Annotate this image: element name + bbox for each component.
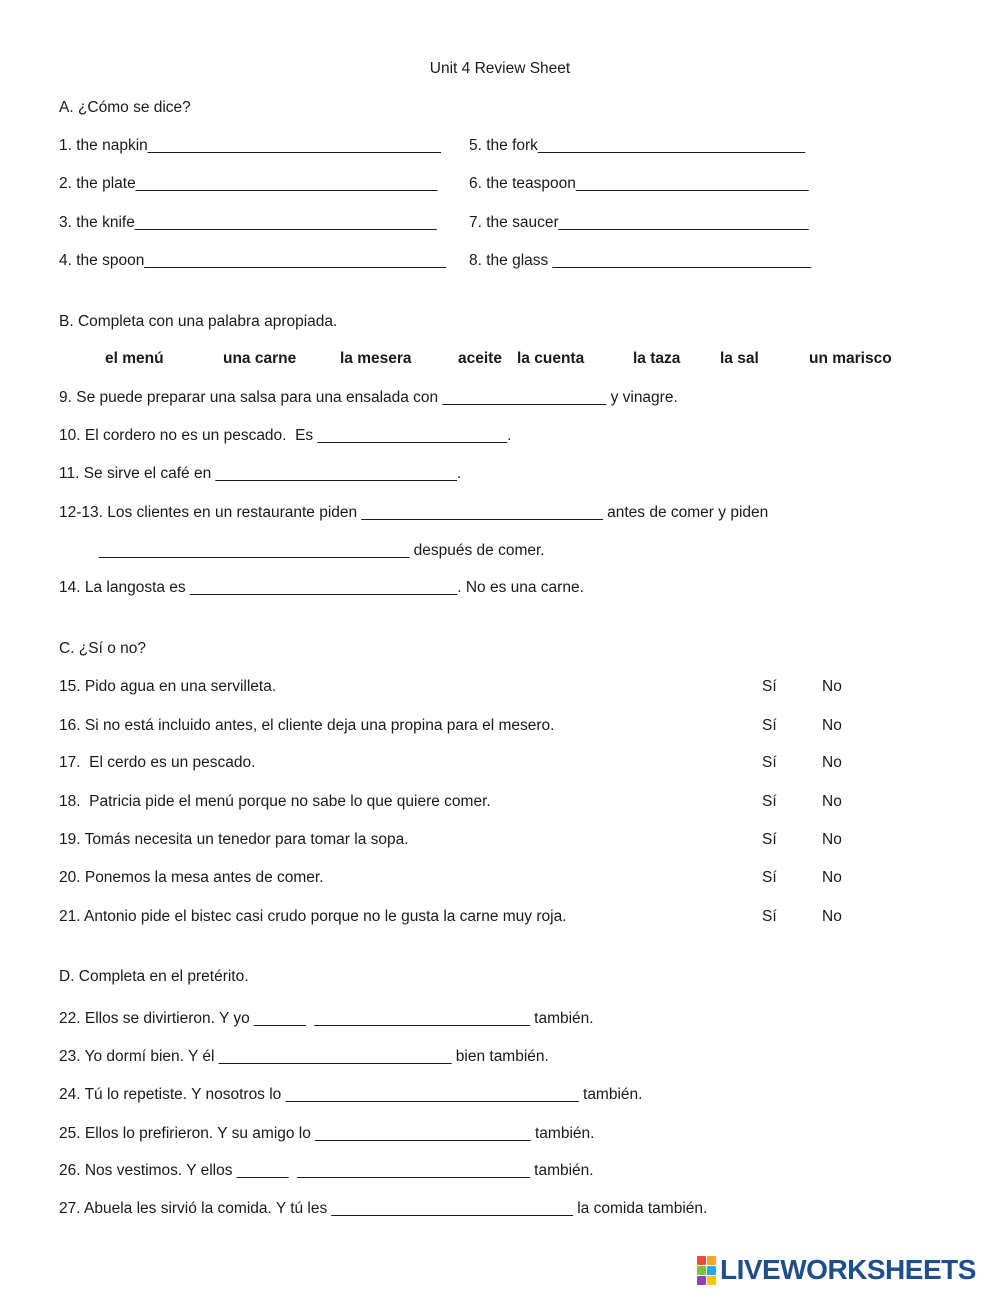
no-option[interactable]: No	[822, 754, 842, 771]
word-bank-item: la mesera	[340, 350, 412, 367]
yes-option[interactable]: Sí	[762, 908, 777, 925]
yes-no-statement: 19. Tomás necesita un tenedor para tomar la sopa.	[59, 831, 409, 848]
page-title: Unit 4 Review Sheet	[429, 60, 571, 77]
vocab-item: 5. the fork_______________________________	[469, 137, 806, 154]
fill-in-item: 12-13. Los clientes en un restaurante piden ____________________________ antes de comer y piden	[59, 504, 769, 521]
word-bank-item: una carne	[223, 350, 297, 367]
fill-in-item: 14. La langosta es _______________________________. No es una carne.	[59, 579, 584, 596]
word-bank-item: el menú	[105, 350, 164, 367]
vocab-item: 3. the knife___________________________________	[59, 214, 437, 231]
yes-option[interactable]: Sí	[762, 869, 777, 886]
yes-option[interactable]: Sí	[762, 831, 777, 848]
yes-option[interactable]: Sí	[762, 678, 777, 695]
word-bank-item: la sal	[720, 350, 759, 367]
no-option[interactable]: No	[822, 678, 842, 695]
vocab-item: 8. the glass ______________________________	[469, 252, 812, 269]
logo-blocks-icon	[697, 1256, 716, 1285]
fill-in-item: 11. Se sirve el café en ____________________________.	[59, 465, 462, 482]
vocab-item: 1. the napkin__________________________________	[59, 137, 441, 154]
yes-no-statement: 18. Patricia pide el menú porque no sabe lo que quiere comer.	[59, 793, 491, 810]
word-bank-item: la cuenta	[517, 350, 585, 367]
no-option[interactable]: No	[822, 831, 842, 848]
section-d-heading: D. Completa en el pretérito.	[59, 968, 249, 985]
yes-no-statement: 15. Pido agua en una servilleta.	[59, 678, 277, 695]
section-b-heading: B. Completa con una palabra apropiada.	[59, 313, 338, 330]
no-option[interactable]: No	[822, 793, 842, 810]
yes-no-statement: 20. Ponemos la mesa antes de comer.	[59, 869, 324, 886]
yes-no-statement: 16. Si no está incluido antes, el cliente deja una propina para el mesero.	[59, 717, 555, 734]
vocab-item: 6. the teaspoon___________________________	[469, 175, 809, 192]
vocab-item: 2. the plate___________________________________	[59, 175, 438, 192]
yes-no-statement: 21. Antonio pide el bistec casi crudo porque no le gusta la carne muy roja.	[59, 908, 567, 925]
section-c-heading: C. ¿Sí o no?	[59, 640, 147, 657]
yes-option[interactable]: Sí	[762, 717, 777, 734]
preterite-item: 27. Abuela les sirvió la comida. Y tú les ____________________________ la comida también.	[59, 1200, 708, 1217]
yes-option[interactable]: Sí	[762, 754, 777, 771]
no-option[interactable]: No	[822, 869, 842, 886]
no-option[interactable]: No	[822, 717, 842, 734]
word-bank-item: aceite	[458, 350, 502, 367]
preterite-item: 25. Ellos lo prefirieron. Y su amigo lo _________________________ también.	[59, 1125, 595, 1142]
preterite-item: 26. Nos vestimos. Y ellos ______ ___________________________ también.	[59, 1162, 594, 1179]
brand-name: LIVEWORKSHEETS	[720, 1254, 976, 1285]
yes-option[interactable]: Sí	[762, 793, 777, 810]
preterite-item: 23. Yo dormí bien. Y él ___________________________ bien también.	[59, 1048, 549, 1065]
fill-in-item: ____________________________________ después de comer.	[99, 542, 545, 559]
word-bank-item: la taza	[633, 350, 681, 367]
fill-in-item: 9. Se puede preparar una salsa para una ensalada con ___________________ y vinagre.	[59, 389, 678, 406]
no-option[interactable]: No	[822, 908, 842, 925]
preterite-item: 22. Ellos se divirtieron. Y yo ______ _________________________ también.	[59, 1010, 594, 1027]
liveworksheets-logo	[697, 1256, 976, 1284]
yes-no-statement: 17. El cerdo es un pescado.	[59, 754, 256, 771]
word-bank-item: un marisco	[809, 350, 892, 367]
vocab-item: 4. the spoon___________________________________	[59, 252, 447, 269]
fill-in-item: 10. El cordero no es un pescado. Es ______________________.	[59, 427, 512, 444]
vocab-item: 7. the saucer_____________________________	[469, 214, 809, 231]
preterite-item: 24. Tú lo repetiste. Y nosotros lo __________________________________ también.	[59, 1086, 643, 1103]
section-a-heading: A. ¿Cómo se dice?	[59, 99, 191, 116]
